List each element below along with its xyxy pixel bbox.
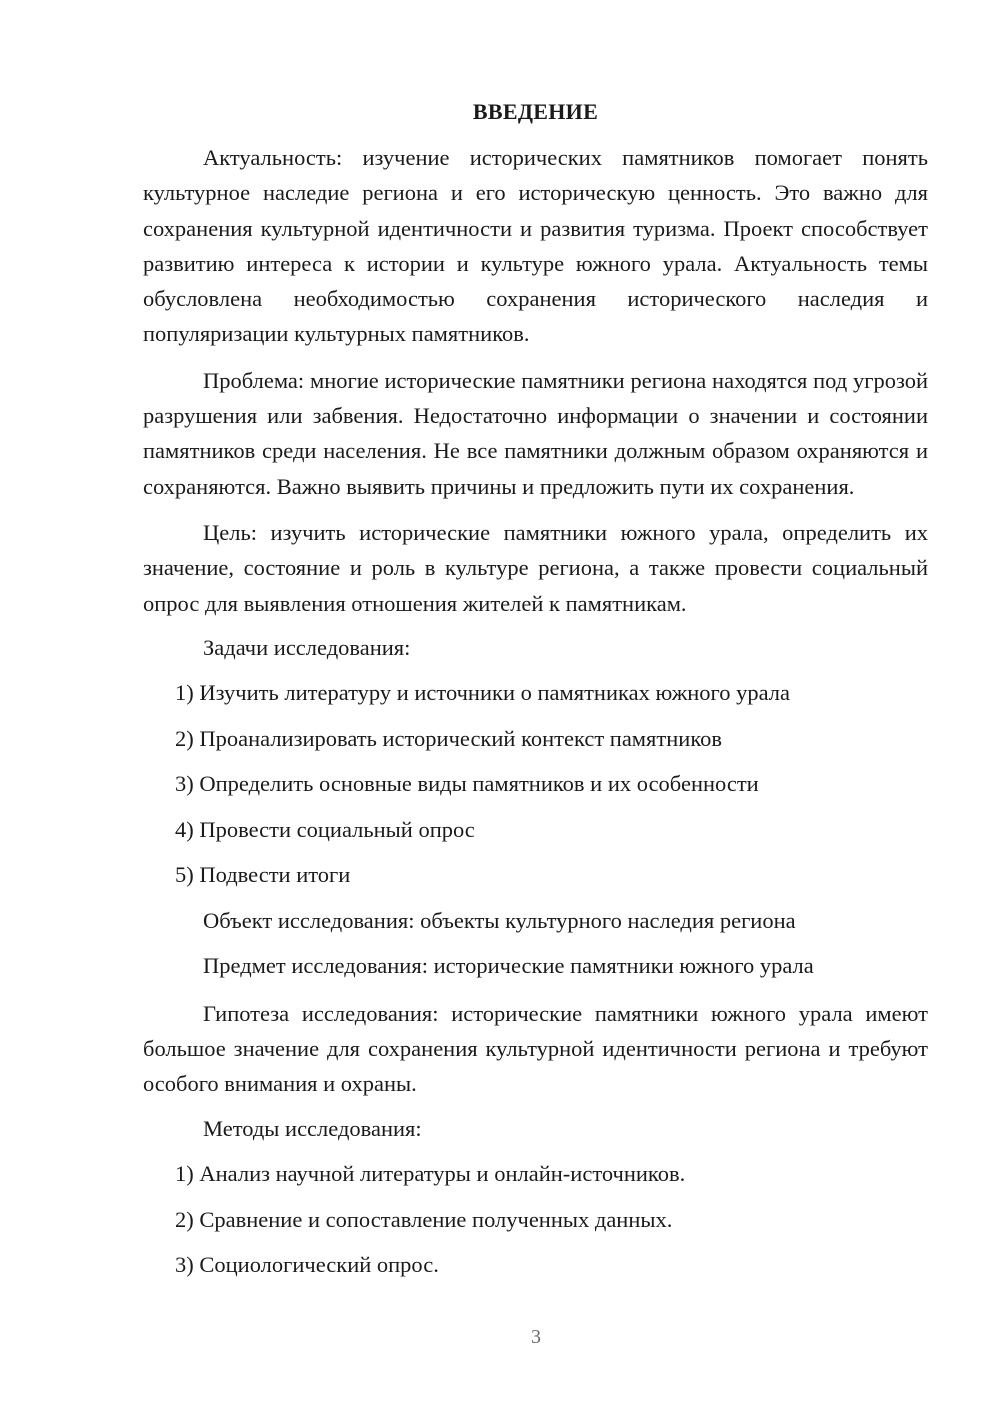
research-object: Объект исследования: объекты культурного наследия региона <box>203 907 796 933</box>
task-item: 2) Проанализировать исторический контекст памятников <box>175 725 722 751</box>
method-item: 1) Анализ научной литературы и онлайн-источников. <box>175 1161 686 1187</box>
section-title: ВВЕДЕНИЕ <box>472 99 599 124</box>
task-item: 1) Изучить литературу и источники о памятниках южного урала <box>175 680 790 706</box>
relevance-paragraph: Актуальность: изучение исторических памятников помогает понять культурное наследие региона и его историческую ценность. Это важно для сохранения культурной идентичности и развития туризма. Проект способствует развитию интереса к истории и культуре южного урала. Актуальность темы обусловлена необходимостью сохранения исторического наследия и популяризации культурных памятников. <box>143 145 928 347</box>
method-item: 2) Сравнение и сопоставление полученных данных. <box>175 1206 673 1232</box>
goal-paragraph: Цель: изучить исторические памятники южного урала, определить их значение, состояние и роль в культуре региона, а также провести социальный опрос для выявления отношения жителей к памятникам. <box>143 519 928 616</box>
task-item: 4) Провести социальный опрос <box>175 816 475 842</box>
method-item: 3) Социологический опрос. <box>175 1252 439 1278</box>
tasks-label: Задачи исследования: <box>203 634 411 660</box>
problem-paragraph: Проблема: многие исторические памятники региона находятся под угрозой разрушения или забвения. Недостаточно информации о значении и состоянии памятников среди населения. Не все памятники должным образом охраняются и сохраняются. Важно выявить причины и предложить пути их сохранения. <box>143 367 928 499</box>
methods-label: Методы исследования: <box>203 1115 422 1141</box>
research-subject: Предмет исследования: исторические памятники южного урала <box>203 953 814 979</box>
task-item: 5) Подвести итоги <box>175 862 351 888</box>
task-item: 3) Определить основные виды памятников и их особенности <box>175 771 759 797</box>
page-number: 3 <box>531 1326 541 1348</box>
hypothesis-paragraph: Гипотеза исследования: исторические памятники южного урала имеют большое значение для сохранения культурной идентичности региона и требуют особого внимания и охраны. <box>143 1000 928 1097</box>
